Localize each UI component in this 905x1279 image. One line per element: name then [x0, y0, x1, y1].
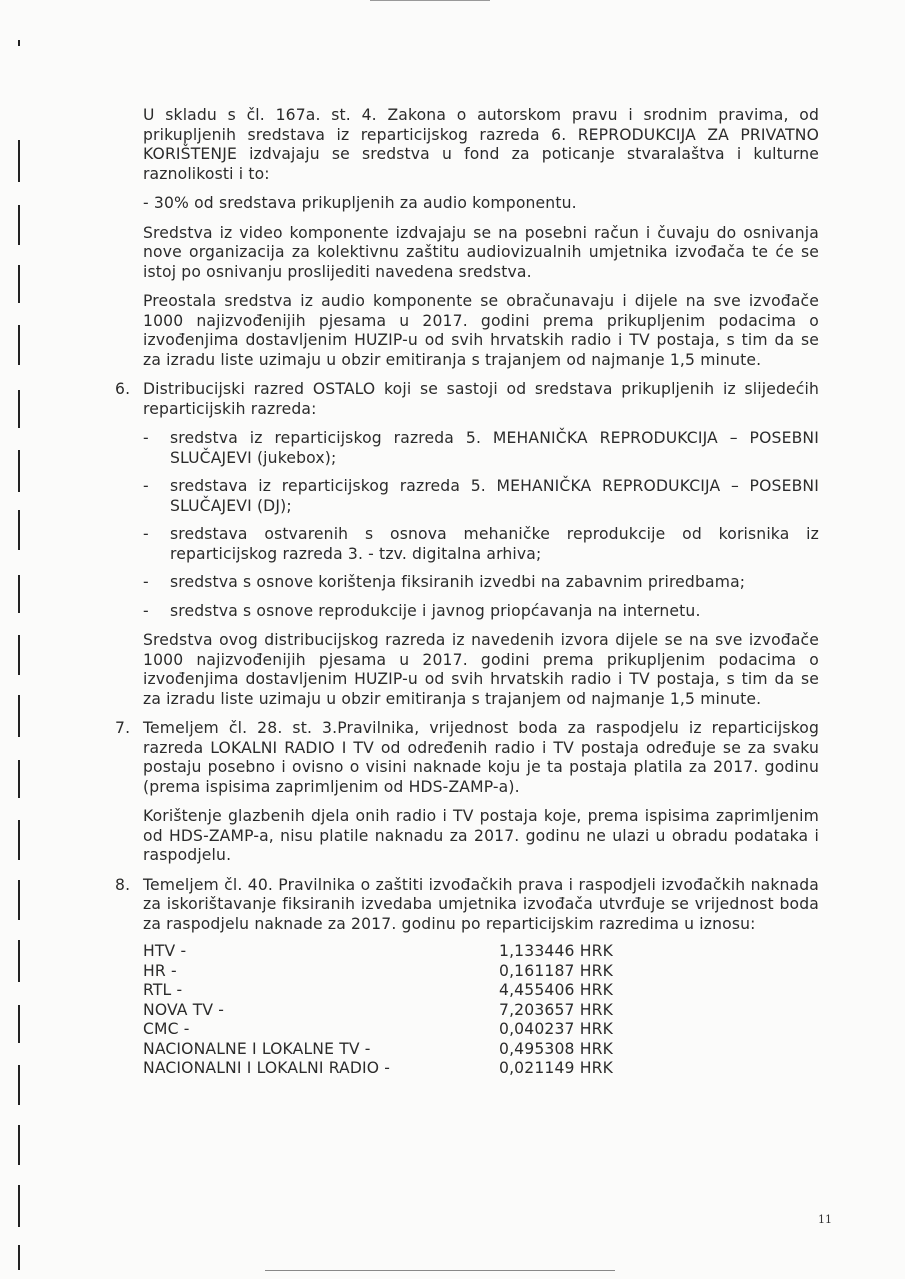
bottom-edge-line [265, 1270, 615, 1271]
list-item: - sredstva s osnove reprodukcije i javnog priopćavanja na internetu. [143, 601, 701, 620]
item-7-followup: Korištenje glazbenih djela onih radio i TV postaja koje, prema ispisima zaprimljenim od HDS-ZAMP-a, nisu platile naknadu za 2017. godinu ne ulazi u obradu podataka i raspodjelu. [143, 807, 819, 864]
item-6-sources [143, 429, 819, 621]
item-number: 6. [115, 380, 131, 398]
list-item: - sredstva s osnove korištenja fiksiranih izvedbi na zabavnim priredbama; [143, 573, 746, 591]
page-number: 11 [818, 1213, 832, 1226]
table-row: NOVA TV - 7,203657 HRK [143, 1000, 613, 1019]
document-body [115, 106, 819, 1089]
table-row: CMC - 0,040237 HRK [143, 1020, 613, 1038]
top-edge-line [370, 0, 490, 1]
paragraph-video-component: Sredstva iz video komponente izdvajaju se na posebni račun i čuvaju do osnivanja nove organizacija za kolektivnu zaštitu audiovizualnih umjetnika izvođača te će se istoj po osnivanju proslijediti navedena sredstva. [143, 223, 819, 281]
item-8-text: Temeljem čl. 40. Pravilnika o zaštiti izvođačkih prava i raspodjeli izvođačkih naknada za iskorištavanje fiksiranih izvedaba umjetnika izvođača utvrđuje se vrijednost boda za raspodjelu naknade za 2017. godinu po reparticijskim razredima u iznosu: [143, 875, 819, 933]
table-row: HTV - 1,133446 HRK [143, 942, 613, 960]
paragraph-audio-share: - 30% od sredstava prikupljenih za audio komponentu. [143, 194, 577, 212]
table-row: RTL - 4,455406 HRK [143, 981, 613, 999]
item-6-intro: Distribucijski razred OSTALO koji se sastoji od sredstava prikupljenih iz slijedećih reparticijskih razreda: [143, 380, 819, 418]
table-row: NACIONALNE I LOKALNE TV - 0,495308 HRK [143, 1039, 613, 1058]
list-item-8 [115, 875, 819, 1079]
list-item: - sredstva iz reparticijskog razreda 5. MEHANIČKA REPRODUKCIJA – POSEBNI SLUČAJEVI (jukebox); [143, 429, 819, 467]
table-row: HR - 0,161187 HRK [143, 961, 613, 980]
list-item-6 [115, 380, 819, 709]
table-row: NACIONALNI I LOKALNI RADIO - 0,021149 HRK [143, 1059, 613, 1077]
paragraph-intro: U skladu s čl. 167a. st. 4. Zakona o autorskom pravu i srodnim pravima, od prikupljenih sredstava iz reparticijskog razreda 6. REPRODUKCIJA ZA PRIVATNO KORIŠTENJE izdvajaju se sredstva u fond za poticanje stvaralaštva i kulturne raznolikosti i to: [143, 106, 819, 183]
item-number: 8. [115, 875, 131, 894]
point-value-table [143, 942, 613, 1079]
binding-marks [18, 40, 20, 1270]
list-item: - sredstava ostvarenih s osnova mehaničke reprodukcije od korisnika iz reparticijskog razreda 3. - tzv. digitalna arhiva; [143, 525, 819, 563]
item-6-closing: Sredstva ovog distribucijskog razreda iz navedenih izvora dijele se na sve izvođače 1000 najizvođenijih pjesama u 2017. godini prema prikupljenim podacima o izvođenjima dostavljenim HUZIP-u od svih hrvatskih radio i TV postaja, s tim da se za izradu liste uzimaju u obzir emitiranja s trajanjem od najmanje 1,5 minute. [143, 631, 819, 708]
item-7-text: Temeljem čl. 28. st. 3.Pravilnika, vrijednost boda za raspodjelu iz reparticijskog razreda LOKALNI RADIO I TV od određenih radio i TV postaja određuje se za svaku postaju posebno i ovisno o visini naknade koju je ta postaja platila za 2017. godinu (prema ispisima zaprimljenim od HDS-ZAMP-a). [143, 719, 819, 796]
item-number: 7. [115, 719, 131, 737]
list-item: - sredstava iz reparticijskog razreda 5. MEHANIČKA REPRODUKCIJA – POSEBNI SLUČAJEVI (DJ); [143, 477, 819, 515]
paragraph-audio-remainder: Preostala sredstva iz audio komponente se obračunavaju i dijele na sve izvođače 1000 najizvođenijih pjesama u 2017. godini prema prikupljenim podacima o izvođenjima dostavljenim HUZIP-u od svih hrvatskih radio i TV postaja, s tim da se za izradu liste uzimaju u obzir emitiranja s trajanjem od najmanje 1,5 minute. [143, 292, 819, 369]
list-item-7 [115, 719, 819, 866]
